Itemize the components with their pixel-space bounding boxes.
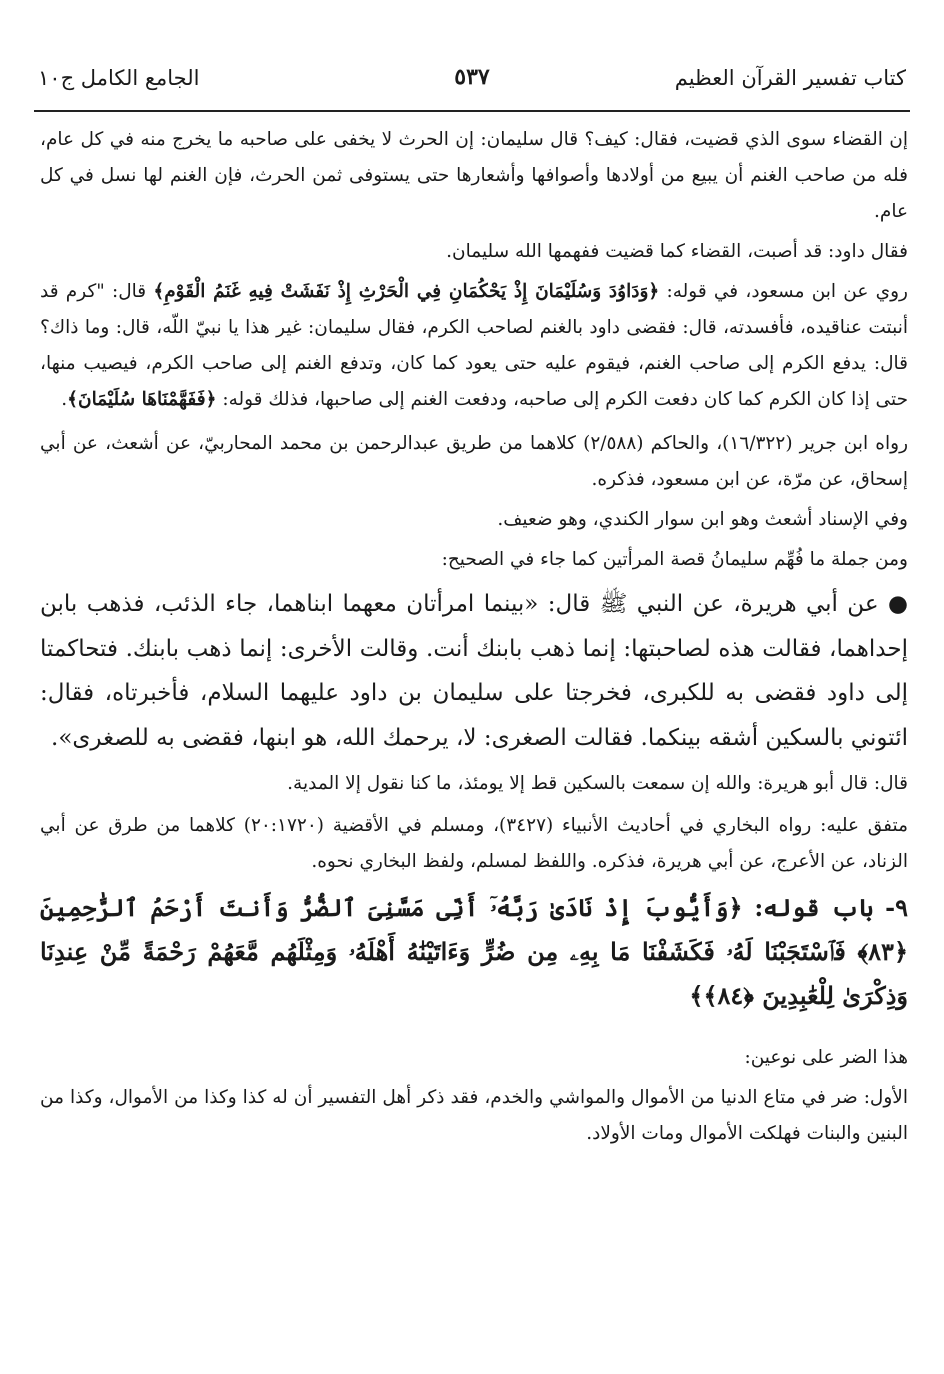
page-body (40, 122, 908, 1152)
paragraph-2: فقال داود: قد أصبت، القضاء كما قضيت ففهمها الله سليمان. (446, 241, 908, 262)
paragraph-10: هذا الضر على نوعين: (744, 1047, 908, 1068)
paragraph-5: وفي الإسناد أشعث وهو ابن سوار الكندي، وهو ضعيف. (497, 509, 908, 530)
paragraph-3-body: قال: "كرم قد أنبتت عناقيده، فأفسدته، قال: فقضى داود بالغنم لصاحب الكرم، فقال سليمان: غير هذا يا نبيّ اللّه، قال: وما ذاك؟ قال: يدفع الكرم إلى صاحب الغنم، فيقوم عليه حتى يعود كما كان، وتدفع الغنم إلى صاحب الكرم، فيصيب منها، حتى إذا كان الكرم كما كان دفعت الكرم إلى صاحبه، ودفعت الغنم إلى صاحبها، فذلك قوله: (40, 281, 908, 410)
paragraph-3-intro: روي عن ابن مسعود، في قوله: (659, 281, 908, 302)
chapter-quran-verse: ﴿وَأَيُّوبَ إِذْ نَادَىٰ رَبَّهُۥٓ أَنِّى مَسَّنِىَ ٱلضُّرُّ وَأَنتَ أَرْحَمُ ٱلرَّٰحِمِينَ ﴿٨٣﴾ فَٱسْتَجَبْنَا لَهُۥ فَكَشَفْنَا مَا بِهِۦ مِن ضُرٍّ وَءَاتَيْنَٰهُ أَهْلَهُۥ وَمِثْلَهُم مَّعَهُمْ رَحْمَةً مِّنْ عِندِنَا وَذِكْرَىٰ لِلْعَٰبِدِينَ ﴿٨٤﴾﴾ (40, 893, 908, 1010)
paragraph-1: إن القضاء سوى الذي قضيت، فقال: كيف؟ قال سليمان: إن الحرث لا يخفى على صاحبه ما يخرج منه في كل عام، فله من صاحب الغنم أن يبيع من أولادها وأصوافها وأشعارها حتى يستوفى ثمن الحرث، فإن الغنم لها نسل في كل عام. (40, 129, 908, 222)
paragraph-4: رواه ابن جرير (١٦/٣٢٢)، والحاكم (٢/٥٨٨) كلاهما من طريق عبدالرحمن بن محمد المحاربيّ، عن أشعث، عن أبي إسحاق، عن مرّة، عن ابن مسعود، فذكره. (40, 433, 908, 490)
paragraph-9: متفق عليه: رواه البخاري في أحاديث الأنبياء (٣٤٢٧)، ومسلم في الأقضية (٢٠:١٧٢٠) كلاهما من طرق عن أبي الزناد، عن الأعرج، عن أبي هريرة، فذكره. واللفظ لمسلم، ولفظ البخاري نحوه. (40, 815, 908, 872)
paragraph-8: قال: قال أبو هريرة: والله إن سمعت بالسكين قط إلا يومئذ، ما كنا نقول إلا المدية. (287, 773, 908, 794)
paragraph-6: ومن جملة ما فُهِّم سليمانُ قصة المرأتين كما جاء في الصحيح: (441, 549, 908, 570)
paragraph-3-end: . (61, 389, 68, 410)
quran-verse: ﴿وَدَاوُدَ وَسُلَيْمَانَ إِذْ يَحْكُمَانِ فِي الْحَرْثِ إِذْ نَفَشَتْ فِيهِ غَنَمُ الْقَوْمِ﴾ (153, 281, 660, 302)
paragraph-11: الأول: ضر في متاع الدنيا من الأموال والمواشي والخدم، فقد ذكر أهل التفسير أن له كذا وكذا من الأموال، وكذا من البنين والبنات فهلكت الأموال ومات الأولاد. (40, 1087, 908, 1144)
chapter-label: ٩- باب قوله: (742, 893, 908, 922)
volume-title: الجامع الكامل ج١٠ (38, 66, 200, 90)
chapter-heading (40, 886, 908, 1018)
page-header (34, 62, 910, 112)
paragraph-3 (40, 274, 908, 418)
hadith-text: ● عن أبي هريرة، عن النبي ﷺ قال: «بينما امرأتان معهما ابناهما، جاء الذئب، فذهب بابن إحداهما، فقالت هذه لصاحبتها: إنما ذهب بابنك أنت. وقالت الأخرى: إنما ذهب بابنك. فتحاكمتا إلى داود فقضى به للكبرى، فخرجتا على سليمان بن داود عليهما السلام، فأخبرتاه، فقال: ائتوني بالسكين أشقه بينكما. فقالت الصغرى: لا، يرحمك الله، هو ابنها، فقضى به للصغرى». (40, 591, 908, 751)
book-title: كتاب تفسير القرآن العظيم (674, 66, 906, 90)
page-number: ٥٣٧ (454, 64, 490, 90)
quran-verse-2: ﴿فَفَهَّمْنَاهَا سُلَيْمَانَ﴾ (67, 389, 217, 410)
